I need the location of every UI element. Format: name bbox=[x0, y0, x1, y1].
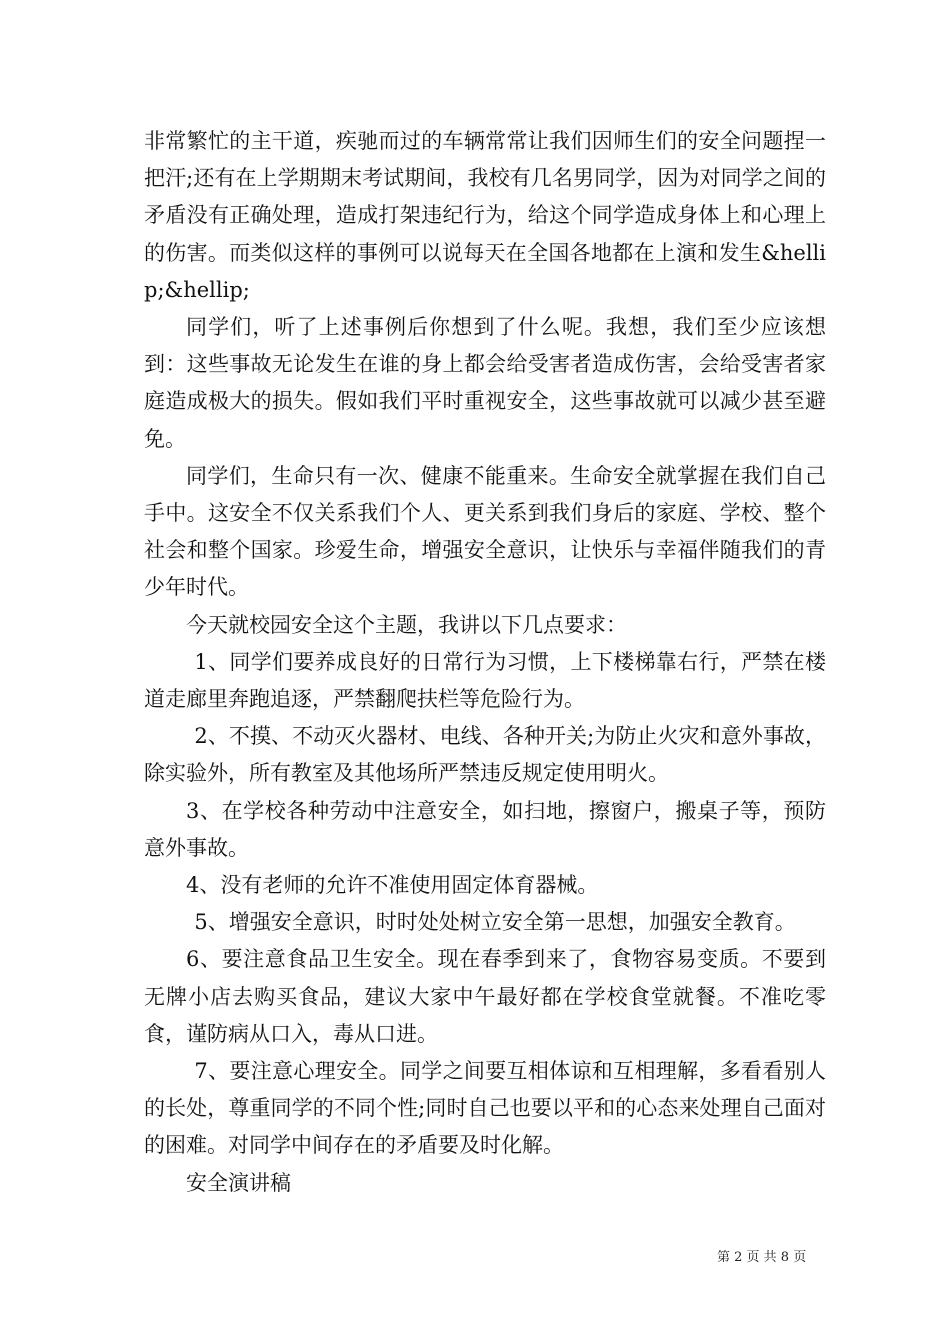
page-number: 第 2 页 共 8 页 bbox=[717, 1250, 807, 1265]
paragraph-intro-requirements: 今天就校园安全这个主题，我讲以下几点要求： bbox=[186, 612, 627, 637]
list-item: 5、增强安全意识，时时处处树立安全第一思想，加强安全教育。 bbox=[194, 910, 796, 935]
list-item: 7、要注意心理安全。同学之间要互相体谅和互相理解，多看看别人的长处，尊重同学的不同个性;同时自己也要以平和的心态来处理自己面对的困难。对同学中间存在的矛盾要及时化解。 bbox=[144, 1059, 826, 1158]
document-body bbox=[144, 123, 826, 1202]
list-item: 6、要注意食品卫生安全。现在春季到来了，食物容易变质。不要到无牌小店去购买食品，建议大家中午最好都在学校食堂就餐。不准吃零食，谨防病从口入，毒从口进。 bbox=[144, 947, 826, 1046]
list-item: 2、不摸、不动灭火器材、电线、各种开关;为防止火灾和意外事故，除实验外，所有教室及其他场所严禁违反规定使用明火。 bbox=[144, 724, 826, 786]
list-item: 4、没有老师的允许不准使用固定体育器械。 bbox=[186, 873, 599, 898]
list-item: 3、在学校各种劳动中注意安全，如扫地，擦窗户，搬桌子等，预防意外事故。 bbox=[144, 798, 826, 860]
section-heading: 安全演讲稿 bbox=[186, 1170, 291, 1195]
paragraph-continuation: 非常繁忙的主干道，疾驰而过的车辆常常让我们因师生们的安全问题捏一把汗;还有在上学期期末考试期间，我校有几名男同学，因为对同学之间的矛盾没有正确处理，造成打架违纪行为，给这个同学造成身体上和心理上的伤害。而类似这样的事例可以说每天在全国各地都在上演和发生&hellip;&hellip; bbox=[144, 129, 826, 302]
paragraph: 同学们，听了上述事例后你想到了什么呢。我想，我们至少应该想到：这些事故无论发生在谁的身上都会给受害者造成伤害，会给受害者家庭造成极大的损失。假如我们平时重视安全，这些事故就可以减少甚至避免。 bbox=[144, 315, 826, 451]
paragraph: 同学们，生命只有一次、健康不能重来。生命安全就掌握在我们自己手中。这安全不仅关系我们个人、更关系到我们身后的家庭、学校、整个社会和整个国家。珍爱生命，增强安全意识，让快乐与幸福伴随我们的青少年时代。 bbox=[144, 463, 826, 600]
list-item: 1、同学们要养成良好的日常行为习惯，上下楼梯靠右行，严禁在楼道走廊里奔跑追逐，严禁翻爬扶栏等危险行为。 bbox=[144, 649, 826, 712]
